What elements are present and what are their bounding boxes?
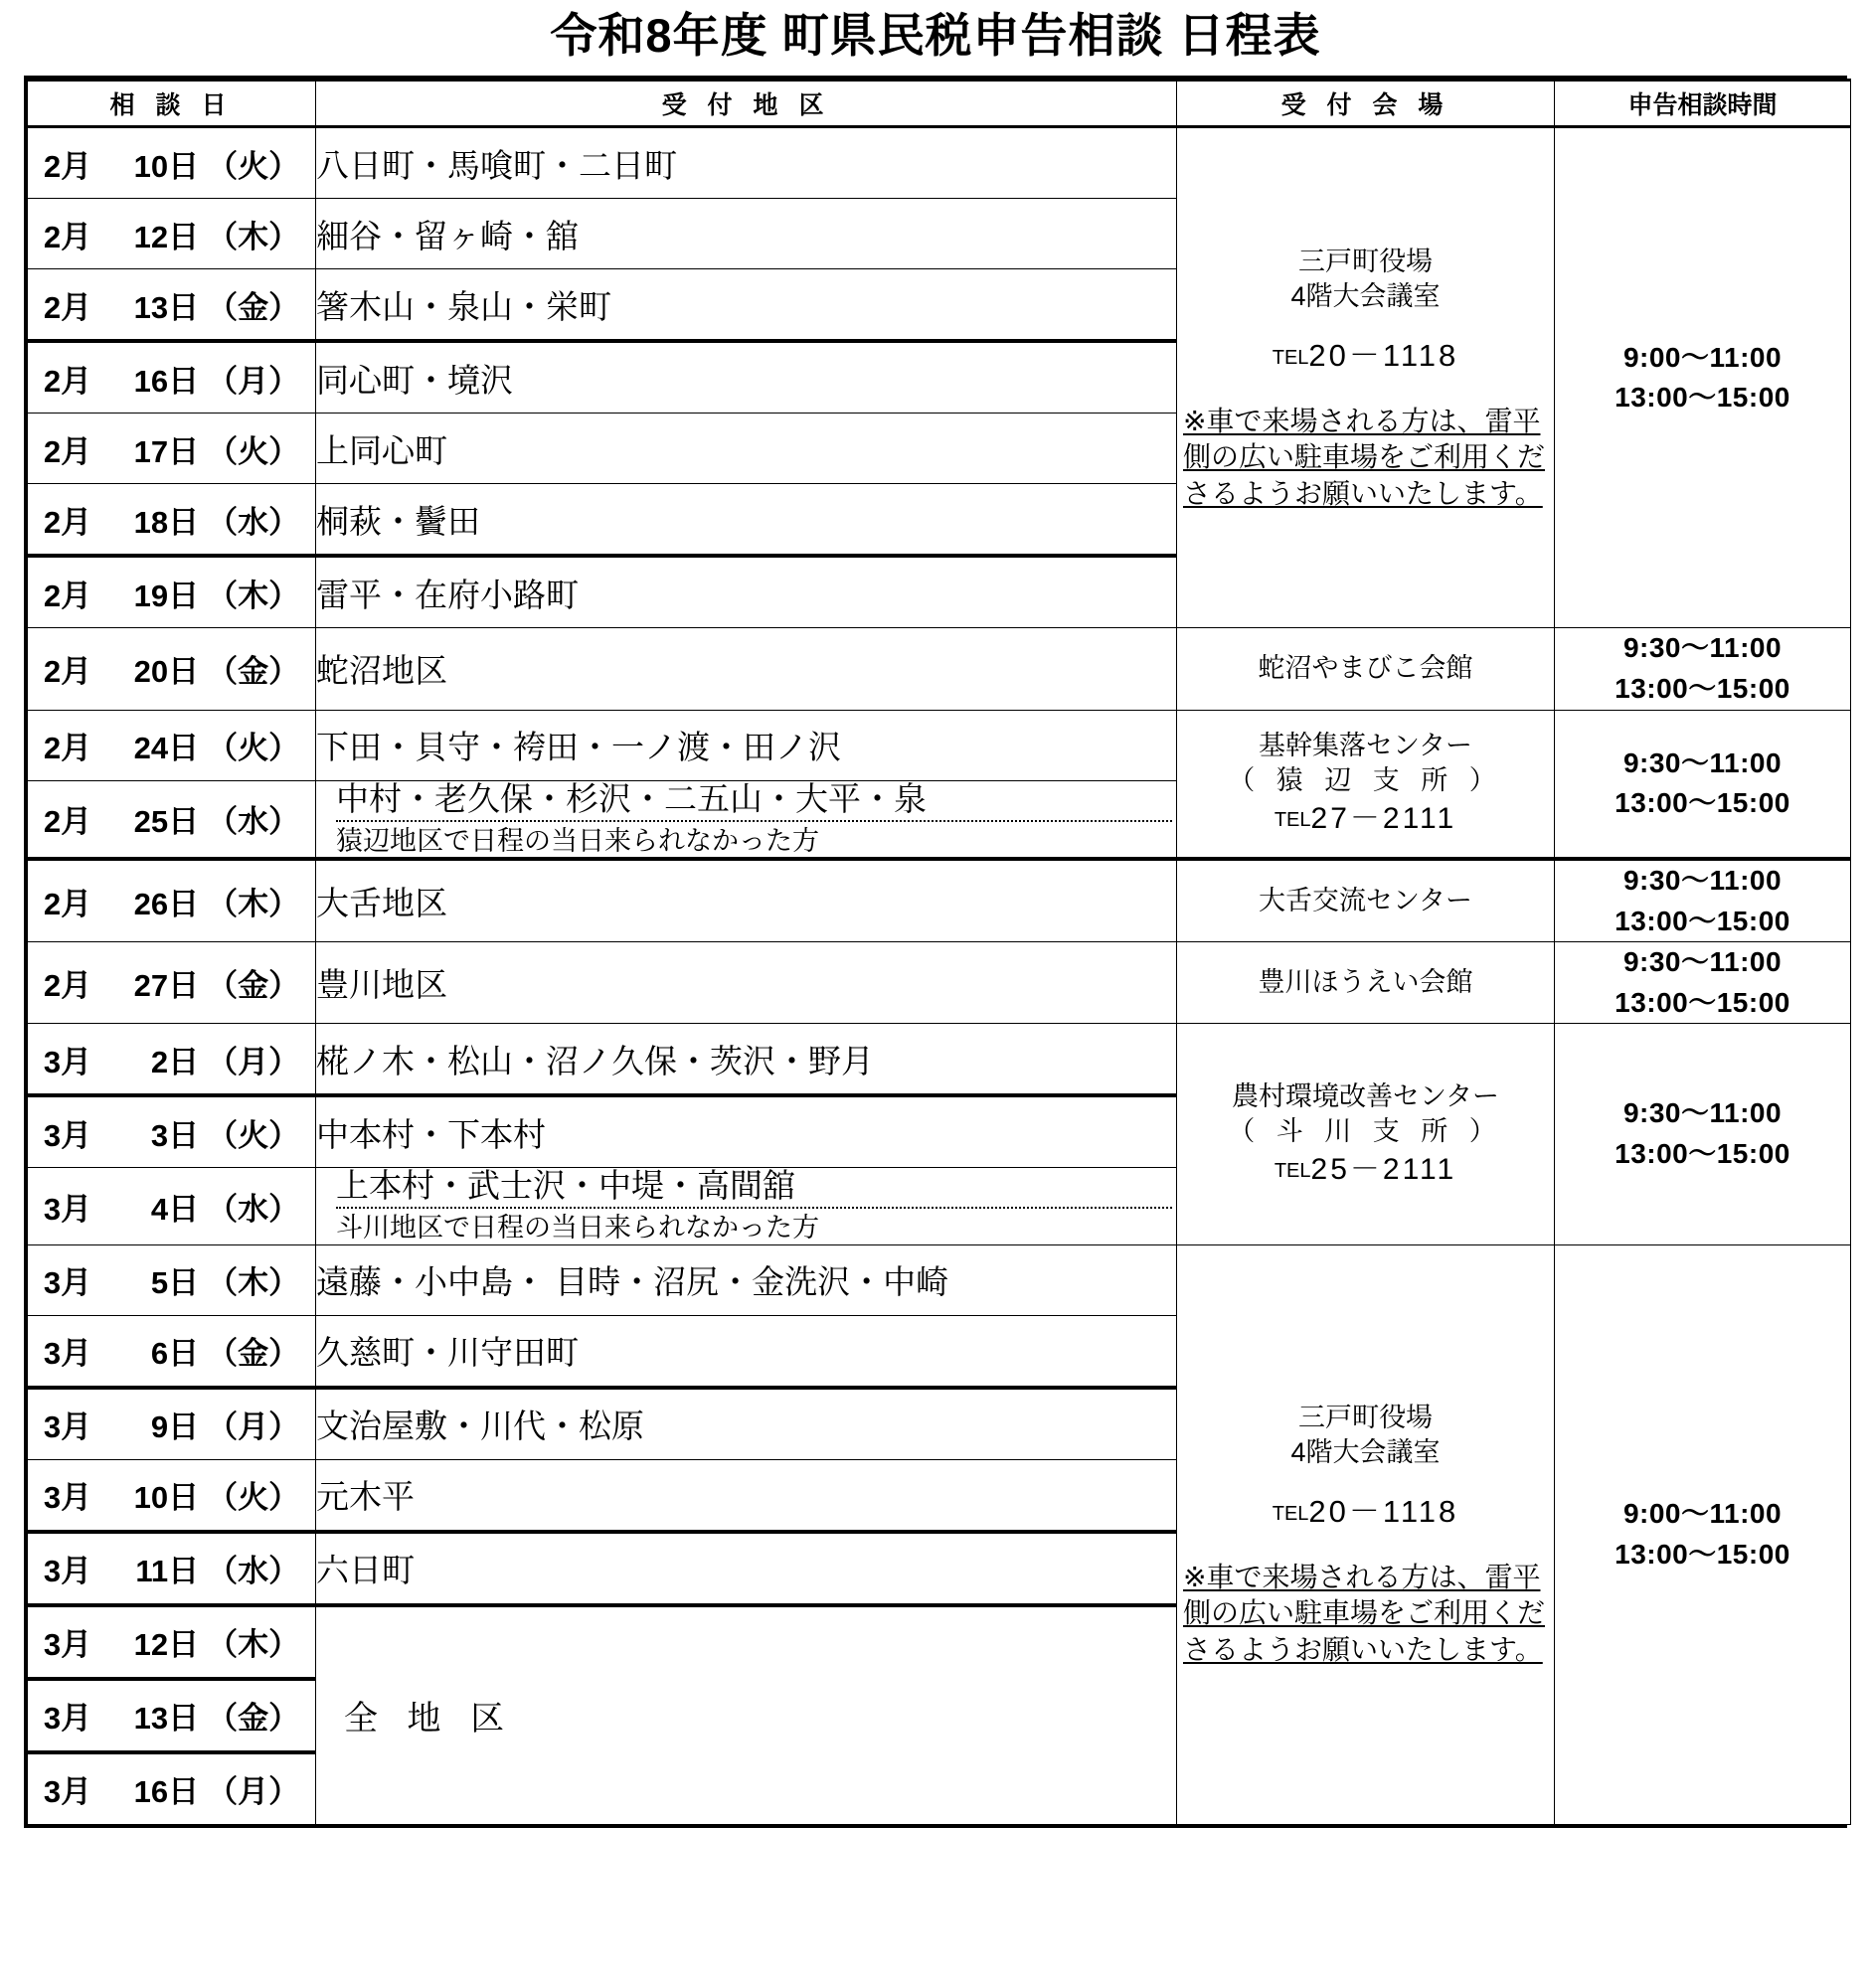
date-month: 3月 [43, 1774, 92, 1810]
date-day: 12日 [133, 219, 200, 254]
date-month: 2月 [43, 804, 92, 840]
cell-district: 久慈町・川守田町 [316, 1315, 1177, 1388]
cell-district: 同心町・境沢 [316, 341, 1177, 414]
cell-date [28, 1459, 316, 1532]
date-month: 2月 [43, 504, 92, 540]
date-day: 12日 [133, 1627, 200, 1663]
cell-district: 下田・貝守・袴田・一ノ渡・田ノ沢 [316, 710, 1177, 780]
date-weekday: （木） [207, 578, 300, 613]
header-row [28, 81, 1851, 127]
date-weekday: （金） [207, 289, 300, 325]
venue-name-line1: 豊川ほうえい会館 [1258, 967, 1473, 998]
date-day: 13日 [133, 1701, 200, 1737]
cell-date [28, 780, 316, 859]
cell-venue-townhall [1177, 127, 1555, 628]
date-month: 3月 [43, 1191, 92, 1227]
date-weekday: （水） [207, 504, 300, 540]
schedule-table [27, 79, 1851, 1824]
cell-venue-townhall-2 [1177, 1244, 1555, 1824]
date-weekday: （木） [207, 219, 300, 254]
schedule-table-wrapper [24, 76, 1847, 1827]
date-day: 2日 [150, 1044, 200, 1079]
cell-district: 桐萩・鬢田 [316, 484, 1177, 557]
venue-name-line1: 大舌交流センター [1259, 885, 1472, 915]
cell-date [28, 1679, 316, 1752]
table-row [28, 127, 1851, 199]
column-header-venue: 受 付 会 場 [1177, 81, 1555, 127]
cell-date [28, 1532, 316, 1605]
cell-date [28, 269, 316, 342]
venue-name-line1: 蛇沼やまびこ会館 [1258, 653, 1473, 684]
date-month: 2月 [43, 363, 92, 399]
cell-date [28, 414, 316, 484]
date-weekday: （月） [207, 1044, 300, 1079]
date-day: 10日 [133, 1480, 200, 1516]
cell-district-all-areas: 全 地 区 [316, 1605, 1177, 1825]
tel-label: TEL [1274, 809, 1311, 832]
time-morning: 9:00～11:00 [1622, 341, 1783, 373]
cell-date [28, 1244, 316, 1315]
cell-district: 上同心町 [316, 414, 1177, 484]
district-note: 猿辺地区で日程の当日来られなかった方 [336, 825, 819, 856]
cell-date [28, 127, 316, 199]
table-row [28, 942, 1851, 1024]
cell-district: 椛ノ木・松山・沼ノ久保・茨沢・野月 [316, 1024, 1177, 1096]
cell-date [28, 1095, 316, 1168]
date-month: 3月 [43, 1627, 92, 1663]
date-month: 3月 [43, 1336, 92, 1372]
date-month: 2月 [43, 887, 92, 922]
table-row [28, 628, 1851, 710]
table-row [28, 1244, 1851, 1315]
date-day: 13日 [133, 289, 200, 325]
date-weekday: （月） [207, 1409, 300, 1445]
date-day: 25日 [133, 804, 200, 840]
date-day: 16日 [133, 363, 200, 399]
tel-number: 25－2111 [1310, 1152, 1457, 1186]
date-weekday: （木） [207, 1265, 300, 1301]
date-weekday: （水） [207, 804, 300, 840]
date-weekday: （火） [207, 433, 300, 469]
cell-date [28, 556, 316, 628]
cell-district: 雷平・在府小路町 [316, 556, 1177, 628]
cell-district: 遠藤・小中島・ 目時・沼尻・金洗沢・中崎 [316, 1244, 1177, 1315]
date-month: 3月 [43, 1701, 92, 1737]
date-month: 3月 [43, 1480, 92, 1516]
cell-time-930 [1555, 1024, 1851, 1244]
time-afternoon: 13:00～15:00 [1615, 787, 1790, 819]
venue-telephone [1177, 1151, 1554, 1189]
cell-district [316, 1168, 1177, 1244]
cell-date [28, 1168, 316, 1244]
time-afternoon: 13:00～15:00 [1615, 986, 1790, 1018]
tel-label: TEL [1274, 1159, 1311, 1182]
tel-label: TEL [1272, 1503, 1309, 1526]
cell-date [28, 1605, 316, 1679]
date-day: 18日 [133, 504, 200, 540]
date-weekday: （木） [207, 887, 300, 922]
tel-label: TEL [1272, 347, 1309, 370]
cell-time-930 [1555, 859, 1851, 942]
venue-name-line2: （ 斗 川 支 所 ） [1228, 1115, 1503, 1146]
date-month: 3月 [43, 1265, 92, 1301]
date-day: 5日 [150, 1265, 200, 1301]
cell-date [28, 942, 316, 1024]
date-weekday: （火） [207, 1480, 300, 1516]
venue-name-line1: 三戸町役場 [1298, 246, 1433, 276]
table-row [28, 710, 1851, 780]
venue-name-line2: 4階大会議室 [1290, 280, 1441, 311]
cell-district: 中本村・下本村 [316, 1095, 1177, 1168]
time-afternoon: 13:00～15:00 [1615, 382, 1790, 414]
cell-venue-kikan [1177, 710, 1555, 859]
date-weekday: （木） [207, 1627, 300, 1663]
district-main: 中村・老久保・杉沢・二五山・大平・泉 [336, 781, 1172, 822]
venue-parking-note: ※車で来場される方は、雷平側の広い駐車場をご利用くださるようお願いいたします。 [1183, 405, 1546, 509]
date-day: 9日 [150, 1409, 200, 1445]
cell-date [28, 710, 316, 780]
table-row [28, 1024, 1851, 1096]
tel-number: 27－2111 [1310, 802, 1457, 836]
date-weekday: （水） [207, 1554, 300, 1589]
date-month: 3月 [43, 1044, 92, 1079]
time-afternoon: 13:00～15:00 [1615, 905, 1790, 936]
tel-number: 20－1118 [1308, 338, 1459, 374]
cell-district: 細谷・留ヶ崎・舘 [316, 199, 1177, 269]
cell-district: 文治屋敷・川代・松原 [316, 1388, 1177, 1460]
date-month: 3月 [43, 1554, 92, 1589]
date-day: 27日 [133, 968, 200, 1004]
cell-district: 八日町・馬喰町・二日町 [316, 127, 1177, 199]
date-month: 2月 [43, 968, 92, 1004]
date-month: 3月 [43, 1409, 92, 1445]
cell-time-900 [1555, 127, 1851, 628]
date-weekday: （月） [207, 1774, 300, 1810]
cell-date [28, 1388, 316, 1460]
cell-date [28, 1315, 316, 1388]
date-day: 17日 [133, 433, 200, 469]
date-weekday: （金） [207, 654, 300, 690]
date-day: 16日 [133, 1774, 200, 1810]
date-month: 2月 [43, 219, 92, 254]
cell-venue-toyokawa [1177, 942, 1555, 1024]
date-day: 24日 [133, 731, 200, 766]
venue-parking-note: ※車で来場される方は、雷平側の広い駐車場をご利用くださるようお願いいたします。 [1183, 1561, 1546, 1665]
date-weekday: （金） [207, 1336, 300, 1372]
date-month: 2月 [43, 731, 92, 766]
date-month: 3月 [43, 1117, 92, 1153]
time-afternoon: 13:00～15:00 [1615, 1538, 1790, 1570]
cell-date [28, 1752, 316, 1825]
cell-time-900 [1555, 1244, 1851, 1824]
time-morning: 9:30～11:00 [1622, 864, 1783, 896]
date-month: 2月 [43, 433, 92, 469]
date-day: 3日 [150, 1117, 200, 1153]
table-header [28, 81, 1851, 127]
cell-date [28, 628, 316, 710]
cell-date [28, 859, 316, 942]
date-weekday: （水） [207, 1191, 300, 1227]
time-afternoon: 13:00～15:00 [1615, 1137, 1790, 1169]
cell-time-930 [1555, 628, 1851, 710]
venue-telephone [1177, 1492, 1554, 1532]
page-title: 令和8年度 町県民税申告相談 日程表 [550, 9, 1321, 62]
time-morning: 9:30～11:00 [1622, 746, 1783, 778]
date-weekday: （火） [207, 148, 300, 184]
column-header-time: 申告相談時間 [1555, 81, 1851, 127]
cell-district: 六日町 [316, 1532, 1177, 1605]
venue-name-line2: （ 猿 辺 支 所 ） [1228, 765, 1503, 796]
venue-telephone [1177, 336, 1554, 376]
date-day: 10日 [133, 148, 200, 184]
district-note: 斗川地区で日程の当日来られなかった方 [336, 1213, 819, 1243]
date-day: 19日 [133, 578, 200, 613]
date-month: 2月 [43, 578, 92, 613]
venue-name-line1: 三戸町役場 [1298, 1403, 1433, 1433]
cell-date [28, 341, 316, 414]
cell-date [28, 484, 316, 557]
cell-district: 蛇沼地区 [316, 628, 1177, 710]
table-body [28, 127, 1851, 1824]
venue-name-line1: 農村環境改善センター [1232, 1080, 1499, 1111]
date-weekday: （月） [207, 363, 300, 399]
date-weekday: （金） [207, 1701, 300, 1737]
date-day: 26日 [133, 887, 200, 922]
cell-venue-oshita [1177, 859, 1555, 942]
district-main: 上本村・武士沢・中堤・高間舘 [336, 1168, 1172, 1209]
cell-district: 豊川地区 [316, 942, 1177, 1024]
cell-district: 箸木山・泉山・栄町 [316, 269, 1177, 342]
date-day: 4日 [150, 1191, 200, 1227]
cell-district [316, 780, 1177, 859]
time-morning: 9:00～11:00 [1622, 1498, 1783, 1530]
tel-number: 20－1118 [1308, 1494, 1459, 1530]
cell-district: 大舌地区 [316, 859, 1177, 942]
date-day: 11日 [135, 1554, 200, 1589]
time-morning: 9:30～11:00 [1622, 632, 1783, 664]
venue-name-line2: 4階大会議室 [1290, 1437, 1441, 1468]
cell-time-930 [1555, 942, 1851, 1024]
cell-venue-nouson [1177, 1024, 1555, 1244]
date-weekday: （火） [207, 731, 300, 766]
table-row [28, 859, 1851, 942]
date-day: 20日 [133, 654, 200, 690]
date-weekday: （火） [207, 1117, 300, 1153]
venue-name-line1: 基幹集落センター [1259, 730, 1472, 760]
cell-time-930 [1555, 710, 1851, 859]
date-day: 6日 [150, 1336, 200, 1372]
venue-telephone [1177, 800, 1554, 838]
date-month: 2月 [43, 289, 92, 325]
cell-district: 元木平 [316, 1459, 1177, 1532]
column-header-date: 相 談 日 [28, 81, 316, 127]
cell-date [28, 1024, 316, 1096]
time-morning: 9:30～11:00 [1622, 946, 1783, 978]
date-weekday: （金） [207, 968, 300, 1004]
date-month: 2月 [43, 654, 92, 690]
cell-venue-jyanuma [1177, 628, 1555, 710]
time-afternoon: 13:00～15:00 [1615, 672, 1790, 704]
cell-date [28, 199, 316, 269]
date-month: 2月 [43, 148, 92, 184]
column-header-district: 受 付 地 区 [316, 81, 1177, 127]
time-morning: 9:30～11:00 [1622, 1097, 1783, 1129]
